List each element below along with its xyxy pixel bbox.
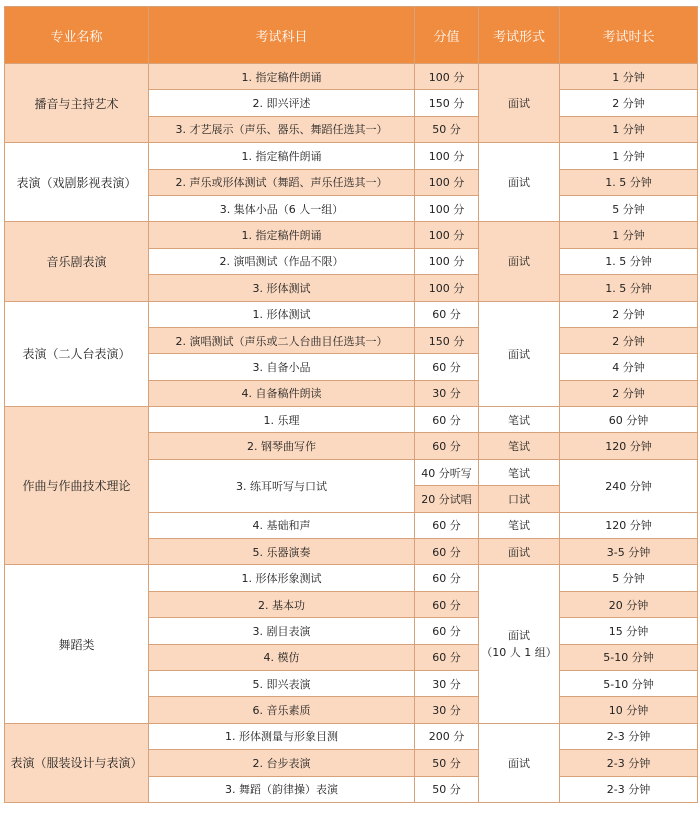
score-cell: 100 分 [415,195,479,221]
duration-cell: 10 分钟 [560,697,698,723]
score-cell: 50 分 [415,750,479,776]
duration-cell: 240 分钟 [560,459,698,512]
score-cell: 100 分 [415,143,479,169]
score-cell: 100 分 [415,248,479,274]
form-cell: 笔试 [479,512,560,538]
table-row [5,301,698,327]
duration-cell: 2 分钟 [560,380,698,406]
form-cell: 面试 [479,539,560,565]
form-cell [479,565,560,723]
header-score: 分值 [415,7,479,64]
major-cell: 音乐剧表演 [5,222,149,301]
duration-cell: 1 分钟 [560,222,698,248]
score-cell: 60 分 [415,301,479,327]
duration-cell: 5 分钟 [560,565,698,591]
major-cell: 作曲与作曲技术理论 [5,407,149,565]
duration-cell: 5 分钟 [560,195,698,221]
table-row [5,407,698,433]
subject-cell: 1. 形体测试 [149,301,415,327]
subject-cell: 2. 演唱测试（声乐或二人台曲目任选其一） [149,327,415,353]
form-cell: 面试 [479,301,560,407]
score-cell: 30 分 [415,380,479,406]
duration-cell: 1. 5 分钟 [560,169,698,195]
subject-cell: 2. 基本功 [149,591,415,617]
subject-cell: 1. 形体测量与形象目测 [149,723,415,749]
major-cell: 播音与主持艺术 [5,64,149,143]
subject-cell: 1. 指定稿件朗诵 [149,222,415,248]
subject-cell: 1. 形体形象测试 [149,565,415,591]
score-cell: 60 分 [415,407,479,433]
score-cell: 50 分 [415,776,479,802]
subject-cell: 1. 指定稿件朗诵 [149,143,415,169]
score-cell: 200 分 [415,723,479,749]
subject-cell: 5. 即兴表演 [149,670,415,696]
score-cell: 60 分 [415,591,479,617]
duration-cell: 2 分钟 [560,327,698,353]
subject-cell: 1. 指定稿件朗诵 [149,64,415,90]
duration-cell: 1 分钟 [560,116,698,142]
score-cell: 60 分 [415,644,479,670]
table-row [5,723,698,749]
duration-cell: 120 分钟 [560,512,698,538]
score-cell: 60 分 [415,354,479,380]
score-cell: 50 分 [415,116,479,142]
major-cell: 表演（二人台表演） [5,301,149,407]
score-cell: 100 分 [415,169,479,195]
score-cell: 60 分 [415,618,479,644]
form-cell: 笔试 [479,407,560,433]
score-cell: 30 分 [415,697,479,723]
subject-cell: 5. 乐器演奏 [149,539,415,565]
major-cell: 表演（戏剧影视表演） [5,143,149,222]
duration-cell: 1 分钟 [560,143,698,169]
duration-cell: 1. 5 分钟 [560,275,698,301]
subject-cell: 2. 钢琴曲写作 [149,433,415,459]
subject-cell: 2. 演唱测试（作品不限） [149,248,415,274]
subject-cell: 2. 台步表演 [149,750,415,776]
form-cell: 面试 [479,222,560,301]
header-form: 考试形式 [479,7,560,64]
score-cell: 40 分听写 [415,459,479,485]
form-cell: 口试 [479,486,560,512]
duration-cell: 3-5 分钟 [560,539,698,565]
table-row [5,565,698,591]
duration-cell: 15 分钟 [560,618,698,644]
subject-cell: 2. 即兴评述 [149,90,415,116]
score-cell: 30 分 [415,670,479,696]
duration-cell: 5-10 分钟 [560,644,698,670]
score-cell: 20 分试唱 [415,486,479,512]
subject-cell: 4. 自备稿件朗读 [149,380,415,406]
score-cell: 60 分 [415,512,479,538]
subject-cell: 3. 练耳听写与口试 [149,459,415,512]
duration-cell: 1 分钟 [560,64,698,90]
header-duration: 考试时长 [560,7,698,64]
form-cell: 面试 [479,64,560,143]
major-cell: 表演（服装设计与表演） [5,723,149,802]
duration-cell: 2-3 分钟 [560,723,698,749]
header-row [5,7,698,64]
duration-cell: 2-3 分钟 [560,776,698,802]
duration-cell: 1. 5 分钟 [560,248,698,274]
score-cell: 100 分 [415,222,479,248]
duration-cell: 2 分钟 [560,301,698,327]
form-cell: 面试 [479,143,560,222]
score-cell: 150 分 [415,90,479,116]
score-cell: 60 分 [415,433,479,459]
subject-cell: 4. 基础和声 [149,512,415,538]
duration-cell: 60 分钟 [560,407,698,433]
duration-cell: 5-10 分钟 [560,670,698,696]
table-row [5,222,698,248]
score-cell: 100 分 [415,64,479,90]
subject-cell: 3. 剧目表演 [149,618,415,644]
form-cell: 笔试 [479,459,560,485]
subject-cell: 2. 声乐或形体测试（舞蹈、声乐任选其一） [149,169,415,195]
header-major: 专业名称 [5,7,149,64]
duration-cell: 120 分钟 [560,433,698,459]
subject-cell: 3. 集体小品（6 人一组） [149,195,415,221]
table-row [5,64,698,90]
table-row [5,143,698,169]
duration-cell: 20 分钟 [560,591,698,617]
score-cell: 100 分 [415,275,479,301]
subject-cell: 6. 音乐素质 [149,697,415,723]
form-note: （10 人 1 组） [481,646,557,660]
subject-cell: 1. 乐理 [149,407,415,433]
form-cell: 面试 [479,723,560,802]
subject-cell: 3. 形体测试 [149,275,415,301]
major-cell: 舞蹈类 [5,565,149,723]
subject-cell: 3. 自备小品 [149,354,415,380]
subject-cell: 3. 舞蹈（韵律操）表演 [149,776,415,802]
duration-cell: 2 分钟 [560,90,698,116]
form-label: 面试 [508,628,530,642]
header-subject: 考试科目 [149,7,415,64]
subject-cell: 4. 模仿 [149,644,415,670]
exam-schedule-table [4,6,698,803]
score-cell: 150 分 [415,327,479,353]
form-cell: 笔试 [479,433,560,459]
score-cell: 60 分 [415,565,479,591]
duration-cell: 4 分钟 [560,354,698,380]
subject-cell: 3. 才艺展示（声乐、器乐、舞蹈任选其一） [149,116,415,142]
score-cell: 60 分 [415,539,479,565]
duration-cell: 2-3 分钟 [560,750,698,776]
